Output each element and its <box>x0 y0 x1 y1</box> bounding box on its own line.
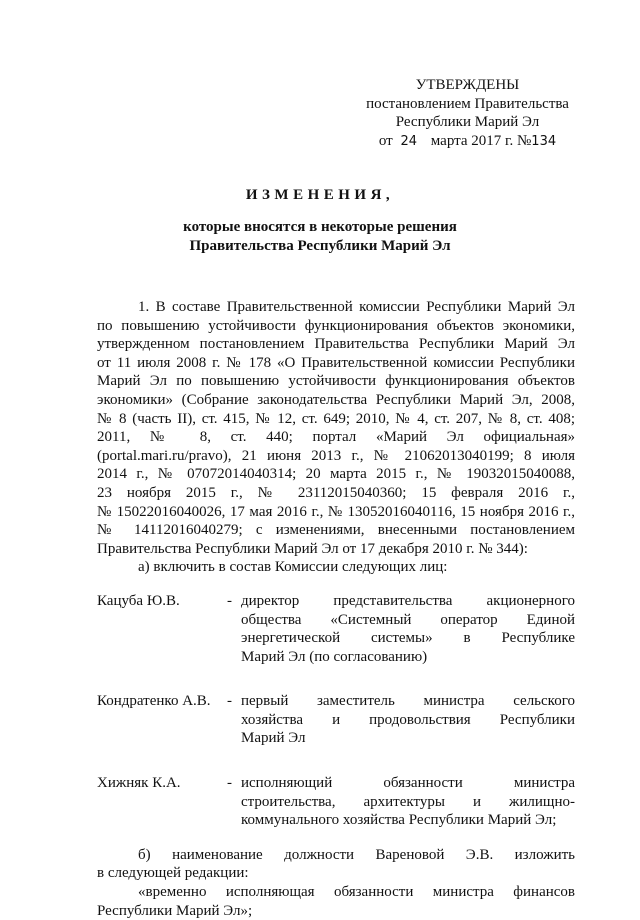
position-line: энергетической системы» в Республике <box>241 630 575 647</box>
member-position <box>241 592 575 666</box>
member-dash: - <box>227 775 232 792</box>
position-line: Марий Эл (по согласованию) <box>241 648 428 665</box>
paragraph-line: № 14112016040279; с изменениями, внесенными постановлением <box>97 522 575 539</box>
subtitle-line-2: Правительства Республики Марий Эл <box>189 238 451 254</box>
member-dash: - <box>227 592 232 609</box>
approval-stamp <box>360 76 575 151</box>
paragraph-line: № 8 (часть II), ст. 415, № 12, ст. 649; 2010, № 4, ст. 207, № 8, ст. 408; <box>97 410 575 427</box>
document-body <box>97 298 575 920</box>
position-line: исполняющий обязанности министра <box>241 775 575 792</box>
item-a: а) включить в состав Комиссии следующих лиц: <box>138 559 448 576</box>
approval-date-line <box>360 132 575 152</box>
date-month-year: марта 2017 г. № <box>430 132 532 149</box>
paragraph-line: утвержденном постановлением Правительства Республики Марий Эл <box>97 336 575 353</box>
member-position <box>241 774 575 830</box>
paragraph-line: по повышению устойчивости функционирования объектов экономики, <box>97 317 575 334</box>
approval-heading: УТВЕРЖДЕНЫ <box>415 77 520 93</box>
item-b-line-1: б) наименование должности Вареновой Э.В. изложить <box>138 846 575 863</box>
paragraph-line: 1. В составе Правительственной комиссии Республики Марий Эл <box>138 299 575 315</box>
member-name: Кацуба Ю.В. <box>97 592 180 609</box>
subtitle-line-1: которые вносятся в некоторые решения <box>183 219 457 235</box>
position-line: общества «Системный оператор Единой <box>241 611 575 628</box>
position-line: хозяйства и продовольствия Республики <box>241 711 575 728</box>
item-b-line-2: в следующей редакции: <box>97 865 249 882</box>
approval-line-republic: Республики Марий Эл <box>395 114 540 131</box>
paragraph-line: 2011, № 8, ст. 440; портал «Марий Эл официальная» <box>97 429 575 446</box>
paragraph-line: (portal.mari.ru/pravo), 21 июня 2013 г., № 21062013040199; 8 июля <box>97 447 575 464</box>
position-line: директор представительства акционерного <box>241 592 575 609</box>
document-subtitle <box>0 218 640 256</box>
handwritten-day: 24 <box>400 133 418 149</box>
member-dash: - <box>227 693 232 710</box>
paragraph-line: Правительства Республики Марий Эл от 17 декабря 2010 г. № 344): <box>97 540 528 557</box>
paragraph-line: 23 ноября 2015 г., № 23112015040360; 15 февраля 2016 г., <box>97 484 575 501</box>
member-entry <box>97 692 575 748</box>
position-line: Марий Эл <box>241 730 306 747</box>
paragraph-line: 2014 г., № 07072014040314; 20 марта 2015 г., № 19032015040088, <box>97 466 575 483</box>
paragraph-line: экономики» (Собрание законодательства Республики Марий Эл, 2008, <box>97 391 575 408</box>
member-name: Кондратенко А.В. <box>97 693 211 710</box>
member-entry <box>97 592 575 666</box>
paragraph-line: от 11 июля 2008 г. № 178 «О Правительственной комиссии Республики <box>97 354 575 371</box>
date-prefix: от <box>378 132 393 149</box>
position-line: строительства, архитектуры и жилищно- <box>241 793 575 810</box>
member-entry <box>97 774 575 830</box>
member-position <box>241 692 575 748</box>
position-line: коммунального хозяйства Республики Марий Эл; <box>241 812 557 829</box>
member-name: Хижняк К.А. <box>97 775 181 792</box>
handwritten-number: 134 <box>531 133 557 149</box>
paragraph-line: № 15022016040026, 17 мая 2016 г., № 13052016040116, 15 ноября 2016 г., <box>97 503 575 520</box>
paragraph-1 <box>97 298 575 558</box>
approval-line-decree: постановлением Правительства <box>366 95 569 112</box>
position-line: первый заместитель министра сельского <box>241 693 575 710</box>
document-title: ИЗМЕНЕНИЯ, <box>245 187 395 203</box>
quote-line-2: Республики Марий Эл»; <box>97 902 253 919</box>
quote-line-1: «временно исполняющая обязанности министра финансов <box>138 884 575 901</box>
paragraph-line: Марий Эл по повышению устойчивости функционирования объектов <box>97 373 575 390</box>
